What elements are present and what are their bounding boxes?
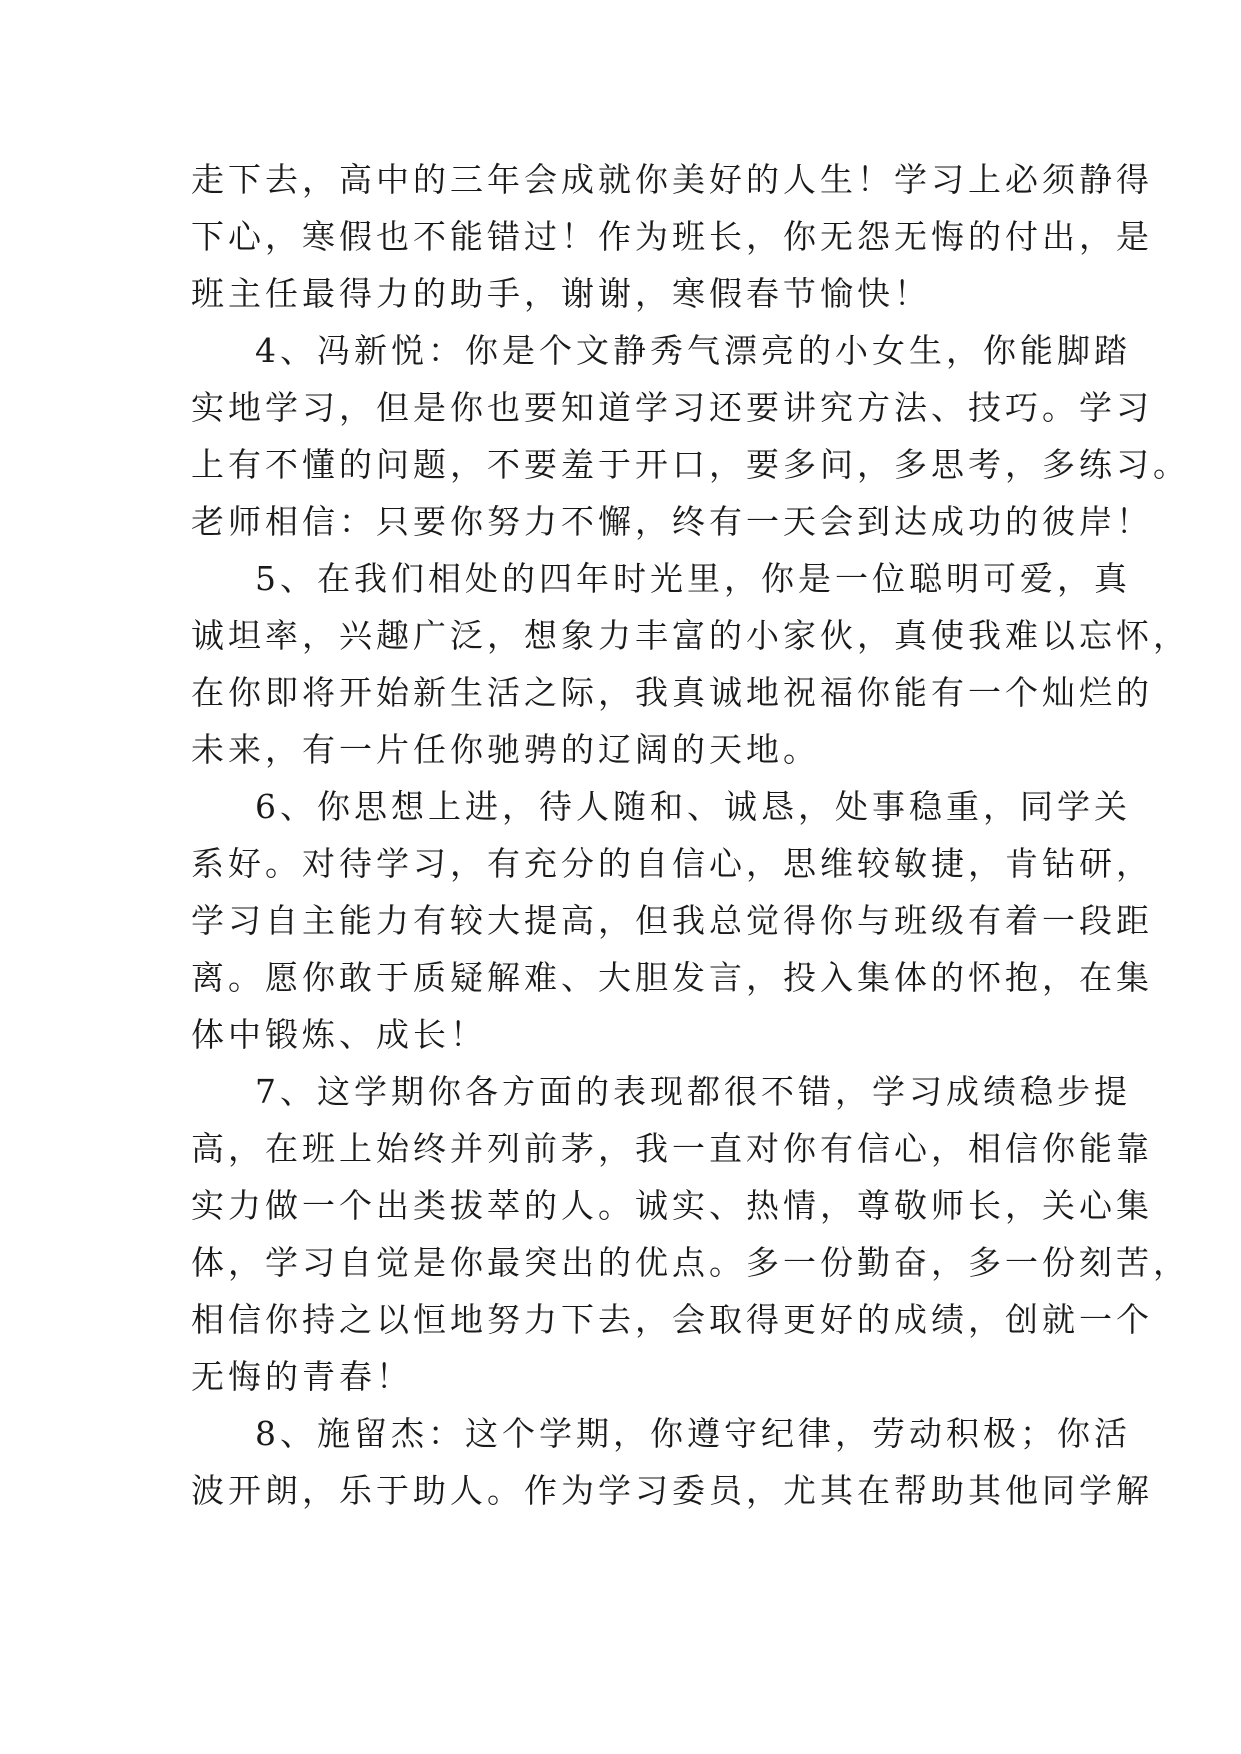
text-line: 相信你持之以恒地努力下去，会取得更好的成绩，创就一个 [191,1300,1153,1339]
paragraph-start-8: 8、施留杰：这个学期，你遵守纪律，劳动积极；你活 [255,1414,1131,1453]
text-line: 实地学习，但是你也要知道学习还要讲究方法、技巧。学习 [191,388,1153,427]
text-line: 未来，有一片任你驰骋的辽阔的天地。 [191,730,820,769]
text-line: 诚坦率，兴趣广泛，想象力丰富的小家伙，真使我难以忘怀， [191,616,1190,655]
text-line: 实力做一个出类拔萃的人。诚实、热情，尊敬师长，关心集 [191,1186,1153,1225]
text-line: 波开朗，乐于助人。作为学习委员，尤其在帮助其他同学解 [191,1471,1153,1510]
text-line: 体，学习自觉是你最突出的优点。多一份勤奋，多一份刻苦， [191,1243,1190,1282]
text-line: 下心，寒假也不能错过！作为班长，你无怨无悔的付出，是 [191,217,1153,256]
paragraph-start-6: 6、你思想上进，待人随和、诚恳，处事稳重，同学关 [255,787,1131,826]
paragraph-start-5: 5、在我们相处的四年时光里，你是一位聪明可爱，真 [255,559,1131,598]
text-line: 系好。对待学习，有充分的自信心，思维较敏捷，肯钻研， [191,844,1153,883]
text-line: 老师相信：只要你努力不懈，终有一天会到达成功的彼岸！ [191,502,1153,541]
text-line: 体中锻炼、成长！ [191,1015,487,1054]
text-line: 班主任最得力的助手，谢谢，寒假春节愉快！ [191,274,931,313]
paragraph-start-7: 7、这学期你各方面的表现都很不错，学习成绩稳步提 [255,1072,1131,1111]
text-line: 高，在班上始终并列前茅，我一直对你有信心，相信你能靠 [191,1129,1153,1168]
text-line: 在你即将开始新生活之际，我真诚地祝福你能有一个灿烂的 [191,673,1153,712]
paragraph-start-4: 4、冯新悦：你是个文静秀气漂亮的小女生，你能脚踏 [255,331,1131,370]
text-line: 学习自主能力有较大提高，但我总觉得你与班级有着一段距 [191,901,1153,940]
text-line: 无悔的青春！ [191,1357,413,1396]
text-line: 上有不懂的问题，不要羞于开口，要多问，多思考，多练习。 [191,445,1190,484]
text-line: 走下去，高中的三年会成就你美好的人生！学习上必须静得 [191,160,1153,199]
text-line: 离。愿你敢于质疑解难、大胆发言，投入集体的怀抱，在集 [191,958,1153,997]
